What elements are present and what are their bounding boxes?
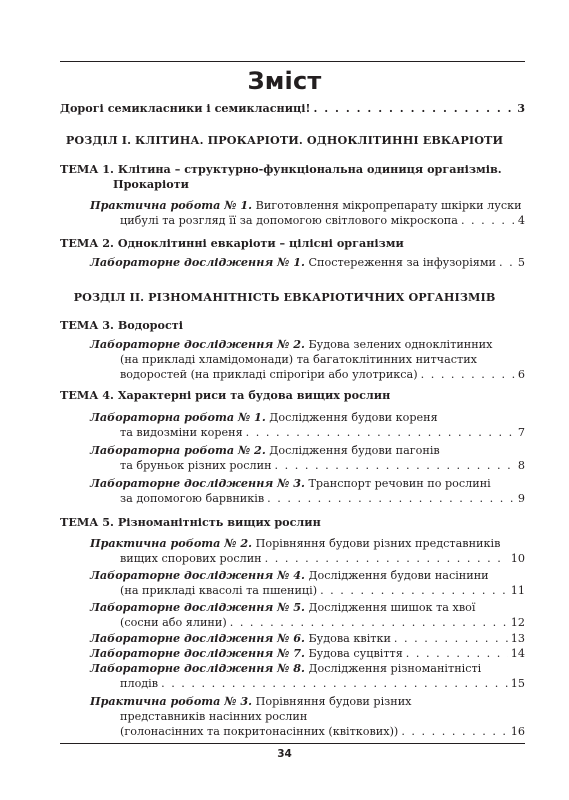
toc-entry-lab-study-2-cont[interactable] [120, 367, 525, 382]
page-title: Зміст [247, 67, 322, 95]
leader-dots [499, 255, 515, 270]
leader-dots [246, 425, 515, 440]
entry-text-continued: та бруньок різних рослин [120, 459, 272, 472]
topic-heading-1 [60, 162, 502, 177]
entry-text: Транспорт речовин по рослині [308, 477, 491, 490]
toc-page-number: 3 [517, 101, 525, 115]
toc-entry-lab-study-3[interactable] [90, 476, 491, 491]
entry-text-continued: (на прикладі хламідомонади) та багатоклітинних нитчастих [120, 353, 477, 366]
toc-entry-lab-study-5[interactable] [90, 600, 475, 615]
entry-text-continued: (на прикладі квасолі та пшениці) [120, 584, 318, 597]
topic-number: ТЕМА 1. [60, 162, 114, 176]
top-rule [60, 61, 525, 62]
toc-page-number: 12 [510, 616, 525, 629]
entry-label: Практична робота № 3. [90, 694, 253, 708]
leader-dots [421, 367, 515, 382]
toc-entry-lab-work-2-cont[interactable] [120, 458, 525, 473]
toc-entry-practical-1[interactable] [90, 198, 522, 213]
topic-title: Одноклітинні евкаріоти – цілісні організми [117, 236, 404, 250]
entry-label: Лабораторне дослідження № 4. [90, 568, 305, 582]
topic-title: Характерні риси та будова вищих рослин [117, 388, 391, 402]
topic-heading-5 [60, 515, 321, 530]
entry-label: Лабораторне дослідження № 7. [90, 646, 305, 660]
entry-text-continued: водоростей (на прикладі спірогіри або улотрикса) [120, 368, 418, 381]
entry-label: Лабораторне дослідження № 2. [90, 337, 305, 351]
leader-dots [313, 101, 514, 116]
toc-entry-lab-study-6[interactable] [90, 631, 525, 646]
toc-entry-lab-work-2[interactable] [90, 443, 440, 458]
entry-label: Лабораторне дослідження № 6. [90, 631, 305, 645]
toc-page-number: 11 [510, 584, 525, 597]
section-heading-2: РОЗДІЛ ІІ. РІЗНОМАНІТНІСТЬ ЕВКАРІОТИЧНИХ ОРГАНІЗМІВ [73, 290, 496, 304]
toc-entry-lab-study-8[interactable] [90, 661, 481, 676]
toc-page-number: 5 [517, 256, 525, 269]
topic-title: Різноманітність вищих рослин [117, 515, 321, 529]
toc-page-number: 6 [517, 368, 525, 381]
entry-label: Практична робота № 1. [90, 198, 253, 212]
toc-entry-lab-study-1[interactable] [90, 255, 525, 270]
toc-entry-lab-study-2[interactable] [90, 337, 492, 352]
leader-dots [320, 583, 508, 598]
entry-text-continued: (сосни або ялини) [120, 616, 227, 629]
entry-text: Дослідження будови насінини [308, 569, 489, 582]
topic-number: ТЕМА 3. [60, 318, 114, 332]
section-heading-1: РОЗДІЛ І. КЛІТИНА. ПРОКАРІОТИ. ОДНОКЛІТИННІ ЕВКАРІОТИ [65, 133, 504, 147]
toc-page-number: 16 [510, 725, 525, 738]
entry-text-continued: плодів [120, 677, 159, 690]
toc-entry-practical-2-cont[interactable] [120, 551, 525, 566]
toc-page-number: 10 [510, 552, 525, 565]
toc-entry-practical-2[interactable] [90, 536, 500, 551]
entry-text-continued: за допомогою барвників [120, 492, 265, 505]
leader-dots [401, 724, 507, 739]
toc-entry-practical-3[interactable] [90, 694, 411, 709]
entry-text-continued: вищих спорових рослин [120, 552, 262, 565]
topic-heading-3 [60, 318, 183, 333]
topic-heading-2 [60, 236, 404, 251]
entry-text-continued: цибулі та розгляд її за допомогою світлового мікроскопа [120, 214, 458, 227]
toc-page-number: 15 [510, 677, 525, 690]
leader-dots [461, 213, 515, 228]
topic-number: ТЕМА 2. [60, 236, 114, 250]
toc-entry-text: Дорогі семикласники і семикласниці! [60, 101, 311, 115]
entry-text: Дослідження шишок та хвої [308, 601, 476, 614]
topic-title-continued: Прокаріоти [113, 177, 189, 191]
toc-entry-lab-study-4-cont[interactable] [120, 583, 525, 598]
toc-page-number: 13 [510, 632, 525, 645]
entry-text-continued: представників насінних рослин [120, 710, 308, 723]
toc-page-number: 4 [517, 214, 525, 227]
entry-label: Лабораторна робота № 2. [90, 443, 266, 457]
leader-dots [161, 676, 508, 691]
entry-text-continued: та видозміни кореня [120, 426, 243, 439]
toc-entry-practical-3-cont[interactable] [120, 724, 525, 739]
topic-number: ТЕМА 4. [60, 388, 114, 402]
leader-dots [406, 646, 508, 661]
toc-entry-practical-1-cont[interactable] [120, 213, 525, 228]
toc-page-number: 14 [510, 647, 525, 660]
entry-label: Лабораторне дослідження № 1. [90, 255, 305, 269]
bottom-rule [60, 743, 525, 744]
entry-text: Виготовлення мікропрепарату шкірки луски [255, 199, 522, 212]
topic-title: Клітина – структурно-функціональна одиниця організмів. [117, 162, 502, 176]
toc-entry-lab-study-5-cont[interactable] [120, 615, 525, 630]
entry-label: Лабораторне дослідження № 3. [90, 476, 305, 490]
leader-dots [394, 631, 508, 646]
entry-text: Дослідження різноманітністі [308, 662, 482, 675]
leader-dots [267, 491, 515, 506]
entry-text: Дослідження будови кореня [269, 411, 438, 424]
entry-text: Порівняння будови різних [255, 695, 412, 708]
toc-page-number: 9 [517, 492, 525, 505]
toc-page-number: 7 [517, 426, 525, 439]
toc-entry-lab-study-4[interactable] [90, 568, 489, 583]
leader-dots [275, 458, 515, 473]
toc-entry-intro[interactable] [60, 101, 525, 116]
leader-dots [230, 615, 508, 630]
toc-page-number: 8 [517, 459, 525, 472]
topic-title: Водорості [117, 318, 183, 332]
entry-text: Будова квітки [308, 632, 391, 645]
entry-text-continued: (голонасінних та покритонасінних (квіткових)) [120, 725, 399, 738]
leader-dots [265, 551, 508, 566]
entry-text: Дослідження будови пагонів [269, 444, 440, 457]
entry-text: Будова суцвіття [308, 647, 403, 660]
entry-text: Спостереження за інфузоріями [308, 256, 496, 269]
toc-entry-lab-study-7[interactable] [90, 646, 525, 661]
toc-entry-lab-work-1-cont[interactable] [120, 425, 525, 440]
toc-entry-lab-study-3-cont[interactable] [120, 491, 525, 506]
entry-text: Порівняння будови різних представників [255, 537, 501, 550]
entry-label: Лабораторне дослідження № 8. [90, 661, 305, 675]
toc-entry-lab-work-1[interactable] [90, 410, 438, 425]
entry-label: Практична робота № 2. [90, 536, 253, 550]
page-number: 34 [277, 748, 292, 760]
toc-entry-lab-study-8-cont[interactable] [120, 676, 525, 691]
entry-label: Лабораторна робота № 1. [90, 410, 266, 424]
entry-text: Будова зелених одноклітинних [308, 338, 493, 351]
entry-label: Лабораторне дослідження № 5. [90, 600, 305, 614]
topic-number: ТЕМА 5. [60, 515, 114, 529]
topic-heading-4 [60, 388, 390, 403]
